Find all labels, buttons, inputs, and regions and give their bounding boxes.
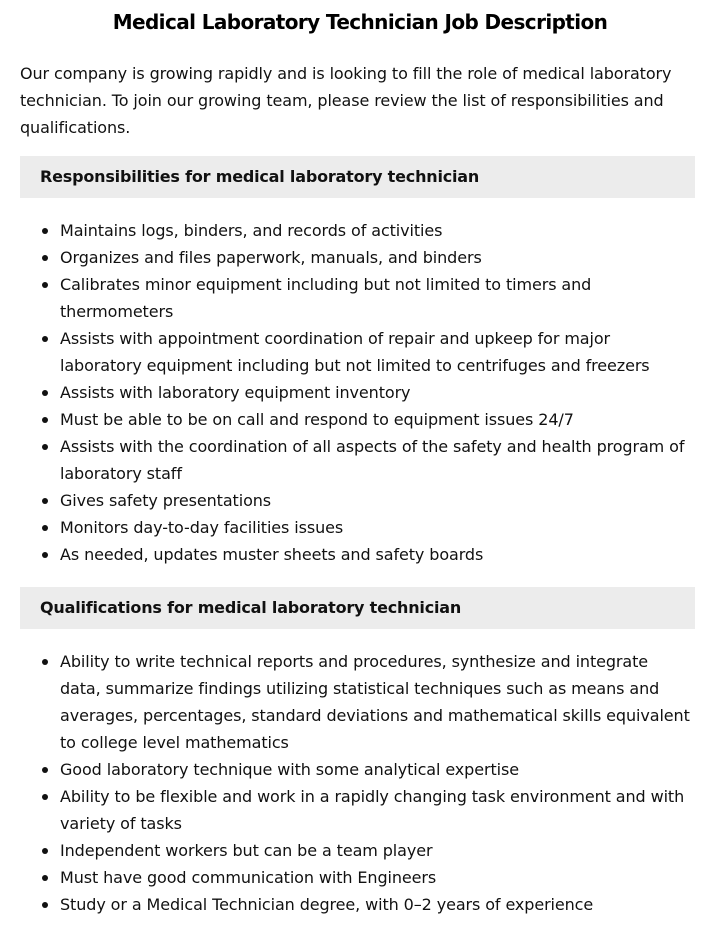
list-item: Gives safety presentations xyxy=(60,487,690,514)
list-item: Must be able to be on call and respond to equipment issues 24/7 xyxy=(60,406,690,433)
list-item: Calibrates minor equipment including but not limited to timers and thermometers xyxy=(60,271,690,325)
list-item: Assists with appointment coordination of repair and upkeep for major laboratory equipment including but not limited to centrifuges and freezers xyxy=(60,325,690,379)
page-title: Medical Laboratory Technician Job Description xyxy=(112,10,608,34)
list-item: Study or a Medical Technician degree, with 0–2 years of experience xyxy=(60,891,690,918)
list-item: Monitors day-to-day facilities issues xyxy=(60,514,690,541)
list-item: Organizes and files paperwork, manuals, and binders xyxy=(60,244,690,271)
list-item: Ability to write technical reports and procedures, synthesize and integrate data, summarize findings utilizing statistical techniques such as means and averages, percentages, standard deviations and mathematical skills equivalent to college level mathematics xyxy=(60,648,690,756)
list-item: Must have good communication with Engineers xyxy=(60,864,690,891)
list-item: Good laboratory technique with some analytical expertise xyxy=(60,756,690,783)
list-item: Ability to be flexible and work in a rapidly changing task environment and with variety of tasks xyxy=(60,783,690,837)
list-item: As needed, updates muster sheets and safety boards xyxy=(60,541,690,568)
list-item: Assists with the coordination of all aspects of the safety and health program of laboratory staff xyxy=(60,433,690,487)
responsibilities-list xyxy=(60,217,690,568)
qualifications-list xyxy=(60,648,690,918)
list-item: Independent workers but can be a team player xyxy=(60,837,690,864)
list-item: Maintains logs, binders, and records of activities xyxy=(60,217,690,244)
responsibilities-heading: Responsibilities for medical laboratory technician xyxy=(20,156,695,198)
list-item: Assists with laboratory equipment inventory xyxy=(60,379,690,406)
intro-paragraph: Our company is growing rapidly and is looking to fill the role of medical laboratory technician. To join our growing team, please review the list of responsibilities and qualifications. xyxy=(20,64,672,137)
qualifications-heading: Qualifications for medical laboratory technician xyxy=(20,587,695,629)
